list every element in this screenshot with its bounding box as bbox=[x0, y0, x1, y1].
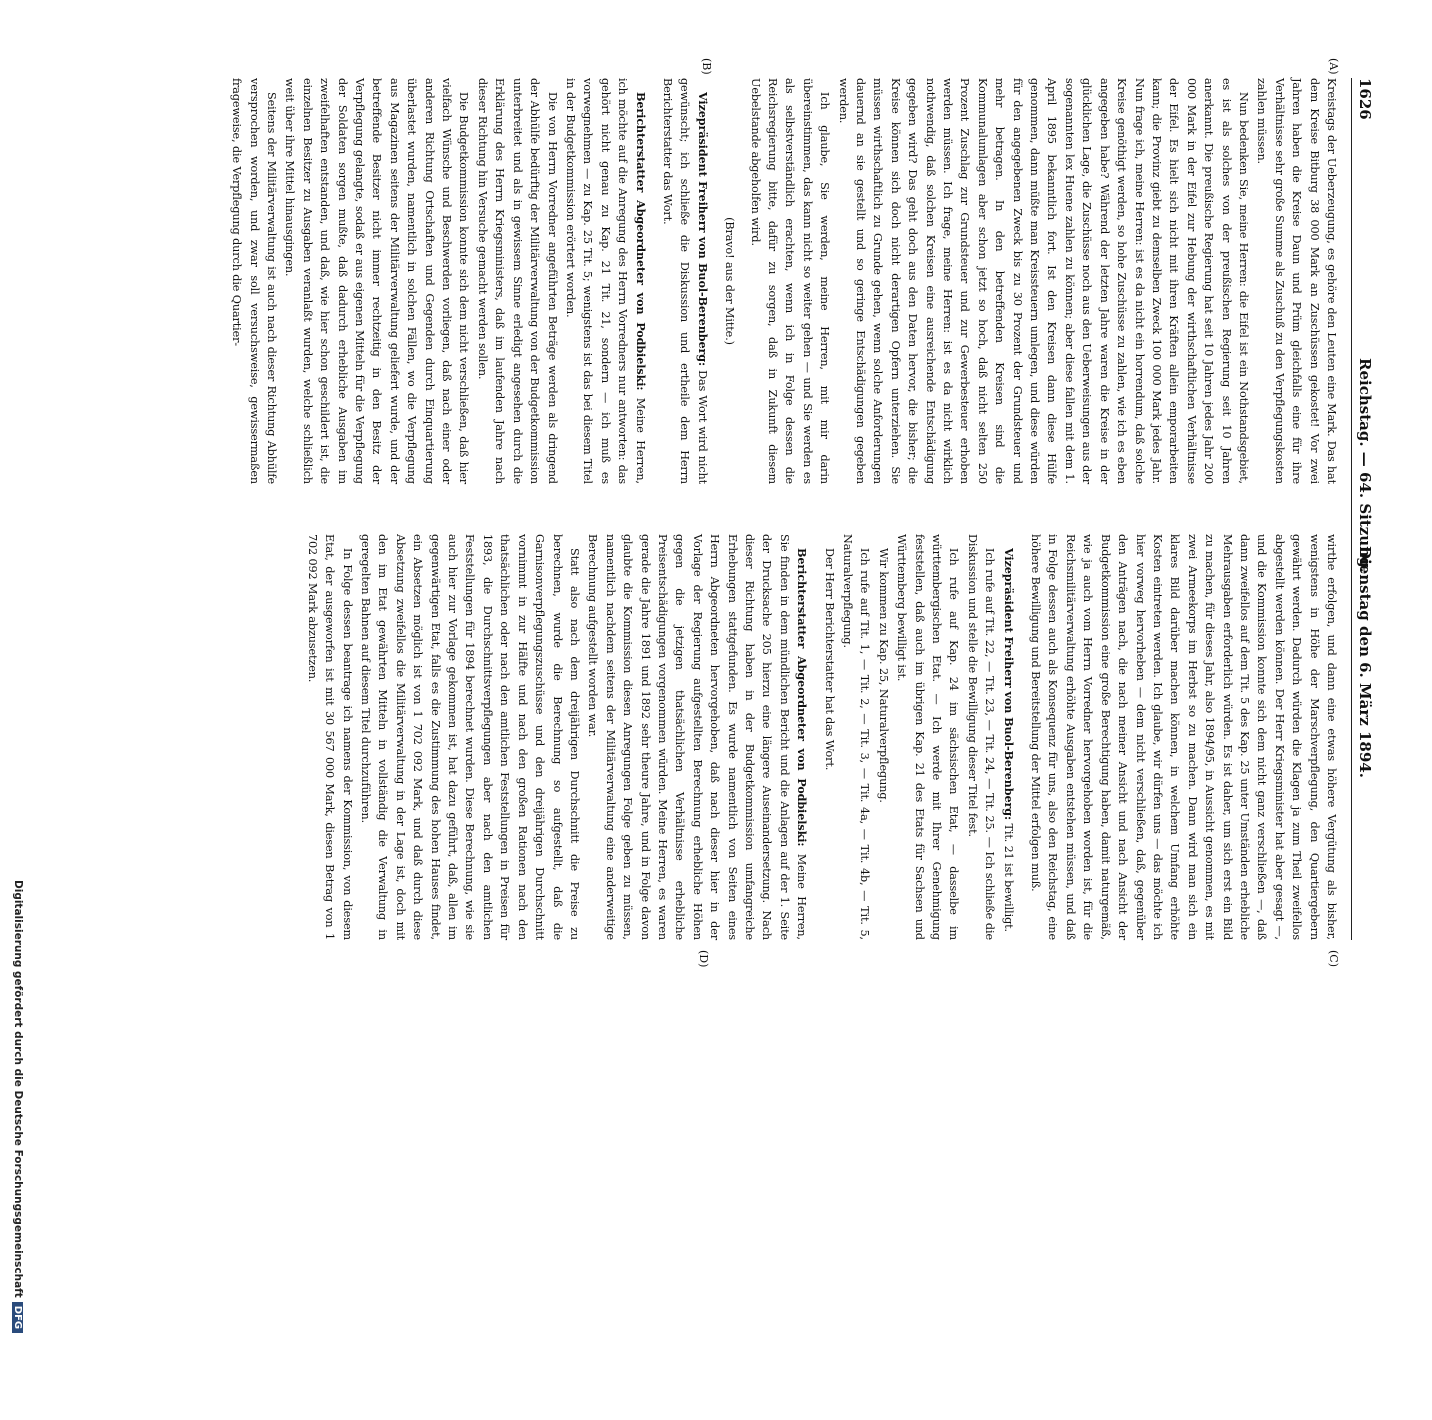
paragraph: Berichterstatter Abgeordneter von Podbielski: Meine Herren, Sie finden in dem mündlichen Bericht und die Anlagen auf der 1. Seite der Drucksache 205 hierzu eine längere Auseinandersetzung. Nach dieser Richtung haben in der Budgetkommission umfangreiche Erhebungen stattgefunden. Es wurde namentlich von Seiten eines Herrn Abgeordneten hervorgehoben, daß nach dieser hier in der Vorlage der Regierung aufgestellten Berechnung erhebliche Höhen gegen die jetzigen thatsächlichen Verhältnisse erhebliche Preisentschädigungen vorgenommen würden. Meine Herren, es waren gerade die Jahre 1891 und 1892 sehr theure Jahre, und in Folge davon glaubte die Kommission diesen Anregungen Folge geben zu müssen, namentlich nachdem seitens der Militärverwaltung eine anderweitige Berechnung aufgestellt worden war. bbox=[586, 534, 810, 940]
credit-text: Digitalisierung gefördert durch die Deutsche Forschungsgemeinschaft bbox=[12, 880, 24, 1298]
speaker-name: Berichterstatter Abgeordneter von Podbielski: bbox=[633, 92, 648, 391]
paragraph: In Folge dessen beantrage ich namens der Kommission, von diesem Etat, der ausgeworfen ist mit 30 567 000 Mark, diesen Betrag von 1 702 092 Mark abzusetzen. bbox=[305, 534, 354, 940]
speaker-name: Vizepräsident Freiherr von Buol-Berenberg: bbox=[1001, 548, 1016, 821]
paragraph: Ich rufe auf Kap. 24 im sächsischen Etat, — dasselbe im württembergischen Etat. — Ich werde mit Ihrer Genehmigung feststellen, daß auch im übrigen Kap. 21 des Etats für Sachsen und Württemberg bewilligt ist. bbox=[895, 534, 961, 940]
margin-marker-c: (C) bbox=[1327, 950, 1340, 967]
paragraph: Kreistags der Ueberzeugung, es gehöre den Leuten eine Mark. Das hat dem Kreise Bitburg 38 000 Mark an Zuschüssen gekostet! Vor zwei Jahren haben die Kreise Daun und Prüm gleichfalls eine für ihre Verhältnisse sehr große Summe als Zuschuß zu den Verpflegungskosten zahlen müssen. bbox=[1255, 78, 1338, 484]
margin-marker-a: (A) bbox=[1327, 58, 1340, 75]
paragraph: Nun bedenken Sie, meine Herren: die Eifel ist ein Nothstandsgebiet, es ist als solches von der preußischen Regierung seit 10 Jahren anerkannt. Die preußische Regierung hat seit 10 Jahren jedes Jahr 200 000 Mark in der Eifel zur Hebung der wirthschaftlichen Verhältnisse der Eifel. Es hielt sich nicht mit ihren Kräften allein emporarbeiten kann; die Provinz giebt zu demselben Zweck 100 000 Mark jedes Jahr. Nun frage ich, meine Herren: ist es da nicht ein horrendum, daß solche Kreise genöthigt werden, so hohe Zuschüsse zu zahlen, wie ich es eben angegeben habe? Während der letzten Jahre waren die Kreise in der glücklichen Lage, die Zuschüsse noch aus den Ueberweisungen aus der sogenannten lex Huene zahlen zu können; aber diese fallen mit dem 1. April 1895 bekanntlich fort. Ist den Kreisen dann diese Hülfe genommen, dann müßte man Kreissteuern umlegen, und diese würden für den angegebenen Zweck bis zu 30 Prozent der Grundsteuer und mehr betragen. In den betreffenden Kreisen sind die Kommunalumlagen aber schon jetzt so hoch, daß nicht selten 250 Prozent Zuschlag zur Grundsteuer und zur Gewerbesteuer erhoben werden müssen. Ich frage, meine Herren: ist es da nicht wirklich nothwendig, daß solchen Kreisen eine ausreichende Entschädigung gegeben wird? Das geht doch aus den Daten hervor, die bisher; die Kreise können sich doch nicht derartigen Opfern unterziehen. Sie müssen wirthschaftlich zu Grunde gehen, wenn solche Anforderungen dauernd an sie gestellt und so geringe Entschädigungen gegeben werden. bbox=[836, 78, 1250, 484]
page-number: 1626 bbox=[1356, 78, 1374, 120]
page-header bbox=[1352, 78, 1374, 940]
header-rule bbox=[1351, 78, 1352, 940]
speaker-name: Berichterstatter Abgeordneter von Podbielski: bbox=[795, 548, 810, 847]
paragraph: Berichterstatter Abgeordneter von Podbielski: Meine Herren, ich möchte auf die Anregung des Herrn Vorredners nur antworten: das gehört nicht genau zu Kap. 21 Tit. 21, sondern — ich muß es vorwegnehmen — zu Kap. 25 Tit. 5; wenigstens ist das bei diesem Titel in der Budgetkommission erörtert worden. bbox=[563, 78, 648, 484]
margin-marker-d: (D) bbox=[697, 950, 710, 968]
paragraph: Die Budgetkommission konnte sich dem nicht verschließen, daß hier vielfach Wünsche und Beschwerden vorliegen, daß nach einer oder anderen Richtung Ortschaften und Gegenden durch Einquartierung überlastet wurden, namentlich in solchen Fällen, wo die Verpflegung aus Magazinen seitens der Militärverwaltung geliefert wurde, und der betreffende Besitzer nicht immer rechtzeitig in den Besitz der Verpflegung gelangte, sodaß er aus eigenen Mitteln für die Verpflegung der Soldaten sorgen mußte, daß dadurch erhebliche Ausgaben im zweifelhaften entstanden, und daß, wie hier schon geschildert ist, die einzelnen Besitzer zu Ausgaben veranlaßt wurden, welche schließlich weit über ihre Mittel hinausgingen. bbox=[283, 78, 471, 484]
digitization-credit bbox=[12, 880, 24, 1420]
paragraph: Der Herr Berichterstatter hat das Wort. bbox=[822, 548, 836, 771]
right-column bbox=[302, 534, 1340, 940]
left-column bbox=[227, 78, 1340, 484]
paragraph: Ich glaube, Sie werden, meine Herren, mit mir darin übereinstimmen, das kann nicht so weiter gehen — und Sie werden es als selbstverständlich erachten, wenn ich in Folge dessen die Reichsregierung bitte, dafür zu sorgen, daß in Zukunft diesem Uebelstande abgeholfen wird. bbox=[748, 78, 832, 484]
paragraph: Seitens der Militärverwaltung ist auch nach dieser Richtung Abhülfe versprochen worden, und zwar soll versuchsweise, gewissermaßen frageweise, die Verpflegung durch die Quartier- bbox=[230, 78, 279, 484]
speaker-name: Vizepräsident Freiherr von Buol-Berenberg: bbox=[695, 92, 710, 367]
paragraph: Ich rufe auf Tit. 1, — Tit. 2, — Tit. 3, — Tit. 4a, — Tit. 4b, — Tit. 5, Naturalverpflegung. bbox=[841, 534, 872, 940]
paragraph: Statt also nach dem dreijährigen Durchschnitt die Preise zu berechnen, wurde die Berechnung so aufgestellt, daß die Garnisonverpflegungszuschüsse und den dreijährigen Durchschnitt vornimmt in zur Hälfte und nach den großen Rationen nach den thatsächlichen oder nach den amtlichen Feststellungen in Preisen für 1893, die Durchschnittsverpflegungen aber nach den amtlichen Feststellungen für 1894 berechnet wurden. Diese Berechnung, wie sie auch hier zur Vorlage gekommen ist, hat dazu geführt, daß, allen im gegenwärtigen Etat, falls es die Zustimmung des hohen Hauses findet, ein Absetzen möglich ist von 1 702 092 Mark, und daß durch diese Absetzung zweifellos die Militärverwaltung in der Lage ist, doch mit den im Etat gewährten Mitteln in vollständig die Verwaltung in geregelten Bahnen auf diesem Titel durchzuführen. bbox=[359, 534, 581, 940]
paragraph: Vizepräsident Freiherr von Buol-Berenberg: Das Wort wird nicht gewünscht; ich schließe die Diskussion und ertheile dem Herrn Berichterstatter das Wort. bbox=[660, 78, 710, 485]
margin-marker-b: (B) bbox=[700, 58, 713, 75]
paragraph: Wir kommen zu Kap. 25, Naturalverpflegung. bbox=[876, 548, 890, 803]
dfg-logo: DFG bbox=[12, 1302, 23, 1333]
paragraph: Vizepräsident Freiherr von Buol-Berenberg: Tit. 21 ist bewilligt. bbox=[1001, 548, 1016, 932]
paragraph: wirthe erfolgen, und dann eine etwas höhere Vergütung als bisher, wenigstens in Höhe der Marschverpflegung, den Quartiergebern gewährt werden. Dadurch würden die Klagen ja zum Theil zweifellos abgestellt werden können. Der Herr Kriegsminister hat aber gesagt —, und die Kommission konnte sich dem nicht ganz verschließen —, daß dann zweifellos auf dem Tit. 5 des Kap. 25 unter Umständen erhebliche Mehrausgaben erforderlich würden. Es ist daher, um sich erst ein Bild zu machen, für dieses Jahr, also 1894/95, in Aussicht genommen, es mit zwei Armeekorps im Herbst so zu machen. Dann wird man sich ein klares Bild darüber machen können, in welchem Umfang erhöhte Kosten eintreten werden. Ich glaube, wir dürfen uns — das möchte ich hier vorweg hervorheben — dem nicht verschließen, daß, gegenüber den Anträgen nach, die nach meiner Ansicht und nach Ansicht der Budgetkommission eine große Berechtigung haben, damit naturgemäß, wie ja auch vom Herrn Vorredner hervorgehoben worden ist, für die Reichsmilitärverwaltung erhöhte Ausgaben entstehen müssen, und daß in Folge dessen auch als Konsequenz für uns, also den Reichstag, eine höhere Bewilligung und Bereitstellung der Mittel erfolgen muß. bbox=[1029, 534, 1338, 940]
paragraph: Ich rufe auf Tit. 22, — Tit. 23, — Tit. 24, — Tit. 25. — Ich schließe die Diskussion und stelle die Bewilligung dieser Titel fest. bbox=[965, 534, 997, 940]
session-title: Reichstag. — 64. Sitzung. bbox=[1356, 358, 1374, 573]
applause-note: (Bravo! aus der Mitte.) bbox=[723, 217, 737, 345]
session-date: Dienstag den 6. März 1894. bbox=[1356, 546, 1374, 778]
paragraph: Die von Herrn Vorredner angeführten Beträge werden als dringend der Abhülfe bedürftig der Militärverwaltung von der Budgetkommission unterbreitet und als in gewissem Sinne erledigt angesehen durch die Erklärung des Herrn Kriegsministers, daß im laufenden Jahre nach dieser Richtung hin Versuche gemacht werden sollen. bbox=[475, 78, 559, 484]
